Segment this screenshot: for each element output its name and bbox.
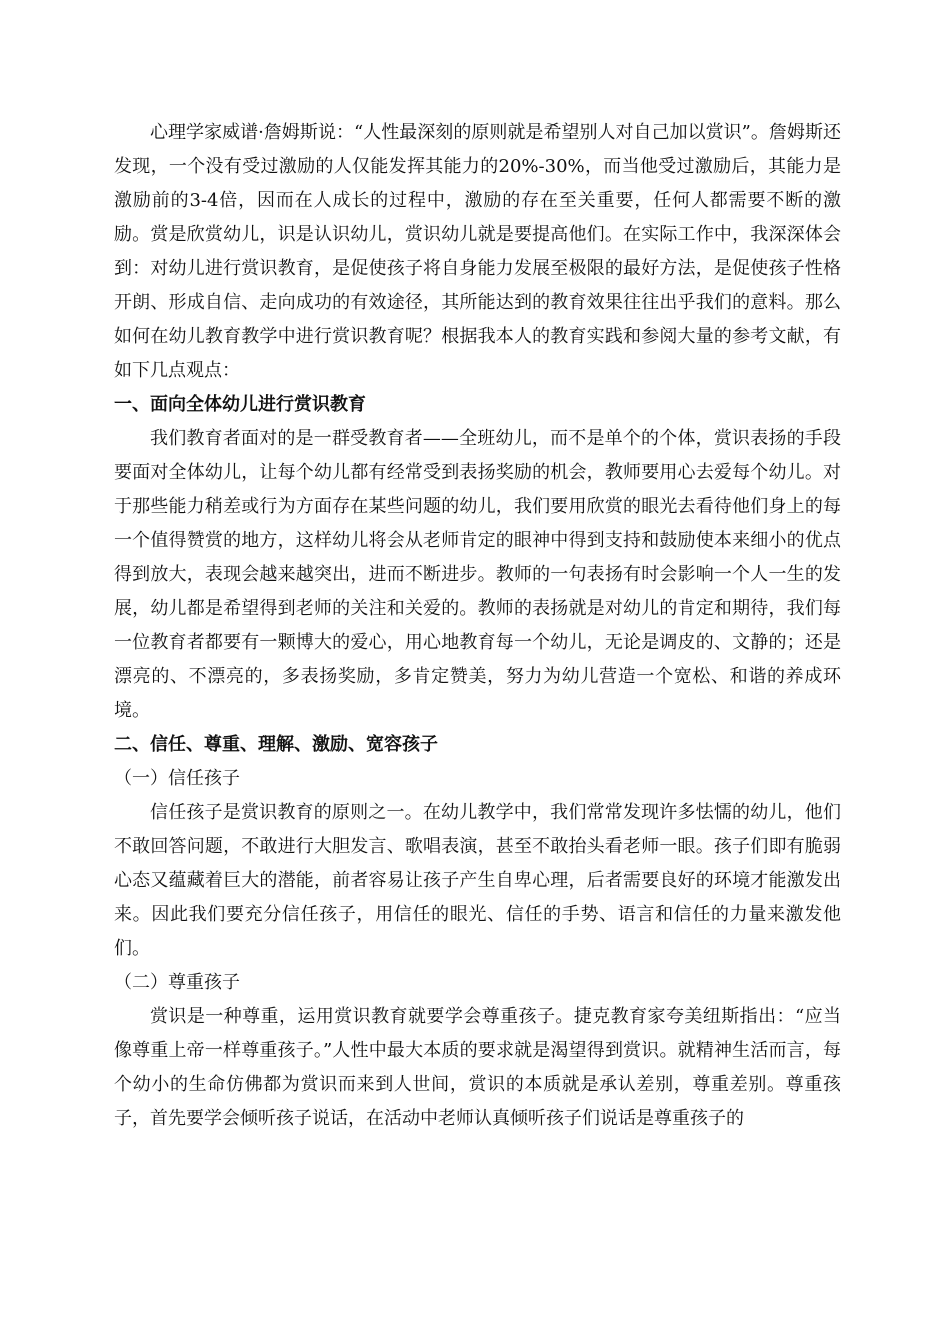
intro-paragraph: 心理学家威谱·詹姆斯说：“人性最深刻的原则就是希望别人对自己加以赏识”。詹姆斯还发现，一个没有受过激励的人仅能发挥其能力的20%-30%，而当他受过激励后，其能力是激励前的3-4倍，因而在人成长的过程中，激励的存在至关重要，任何人都需要不断的激励。赏是欣赏幼儿，识是认识幼儿，赏识幼儿就是要提高他们。在实际工作中，我深深体会到：对幼儿进行赏识教育，是促使孩子将自身能力发展至极限的最好方法，是促使孩子性格开朗、形成自信、走向成功的有效途径，其所能达到的教育效果往往出乎我们的意料。那么如何在幼儿教育教学中进行赏识教育呢？根据我本人的教育实践和参阅大量的参考文献，有如下几点观点： <box>114 122 841 381</box>
subsection-heading-trust: （一）信任孩子 <box>114 768 240 789</box>
section-1-paragraph: 我们教育者面对的是一群受教育者——全班幼儿，而不是单个的个体，赏识表扬的手段要面对全体幼儿，让每个幼儿都有经常受到表扬奖励的机会，教师要用心去爱每个幼儿。对于那些能力稍差或行为方面存在某些问题的幼儿，我们要用欣赏的眼光去看待他们身上的每一个值得赞赏的地方，这样幼儿将会从老师肯定的眼神中得到支持和鼓励使本来细小的优点得到放大，表现会越来越突出，进而不断进步。教师的一句表扬有时会影响一个人一生的发展，幼儿都是希望得到老师的关注和关爱的。教师的表扬就是对幼儿的肯定和期待，我们每一位教育者都要有一颗博大的爱心，用心地教育每一个幼儿，无论是调皮的、文静的；还是漂亮的、不漂亮的，多表扬奖励，多肯定赞美，努力为幼儿营造一个宽松、和谐的养成环境。 <box>114 428 841 721</box>
subsection-heading-respect: （二）尊重孩子 <box>114 972 240 993</box>
respect-paragraph: 赏识是一种尊重，运用赏识教育就要学会尊重孩子。捷克教育家夸美纽斯指出：“应当像尊重上帝一样尊重孩子。”人性中最大本质的要求就是渴望得到赏识。就精神生活而言，每个幼小的生命仿佛都为赏识而来到人世间，赏识的本质就是承认差别，尊重差别。尊重孩子，首先要学会倾听孩子说话，在活动中老师认真倾听孩子们说话是尊重孩子的 <box>114 1006 841 1129</box>
document-page <box>114 116 841 1136</box>
section-heading-2: 二、信任、尊重、理解、激励、宽容孩子 <box>114 734 438 755</box>
section-heading-1: 一、面向全体幼儿进行赏识教育 <box>114 394 366 415</box>
trust-paragraph: 信任孩子是赏识教育的原则之一。在幼儿教学中，我们常常发现许多怯懦的幼儿，他们不敢回答问题，不敢进行大胆发言、歌唱表演，甚至不敢抬头看老师一眼。孩子们即有脆弱心态又蕴藏着巨大的潜能，前者容易让孩子产生自卑心理，后者需要良好的环境才能激发出来。因此我们要充分信任孩子，用信任的眼光、信任的手势、语言和信任的力量来激发他们。 <box>114 802 841 959</box>
